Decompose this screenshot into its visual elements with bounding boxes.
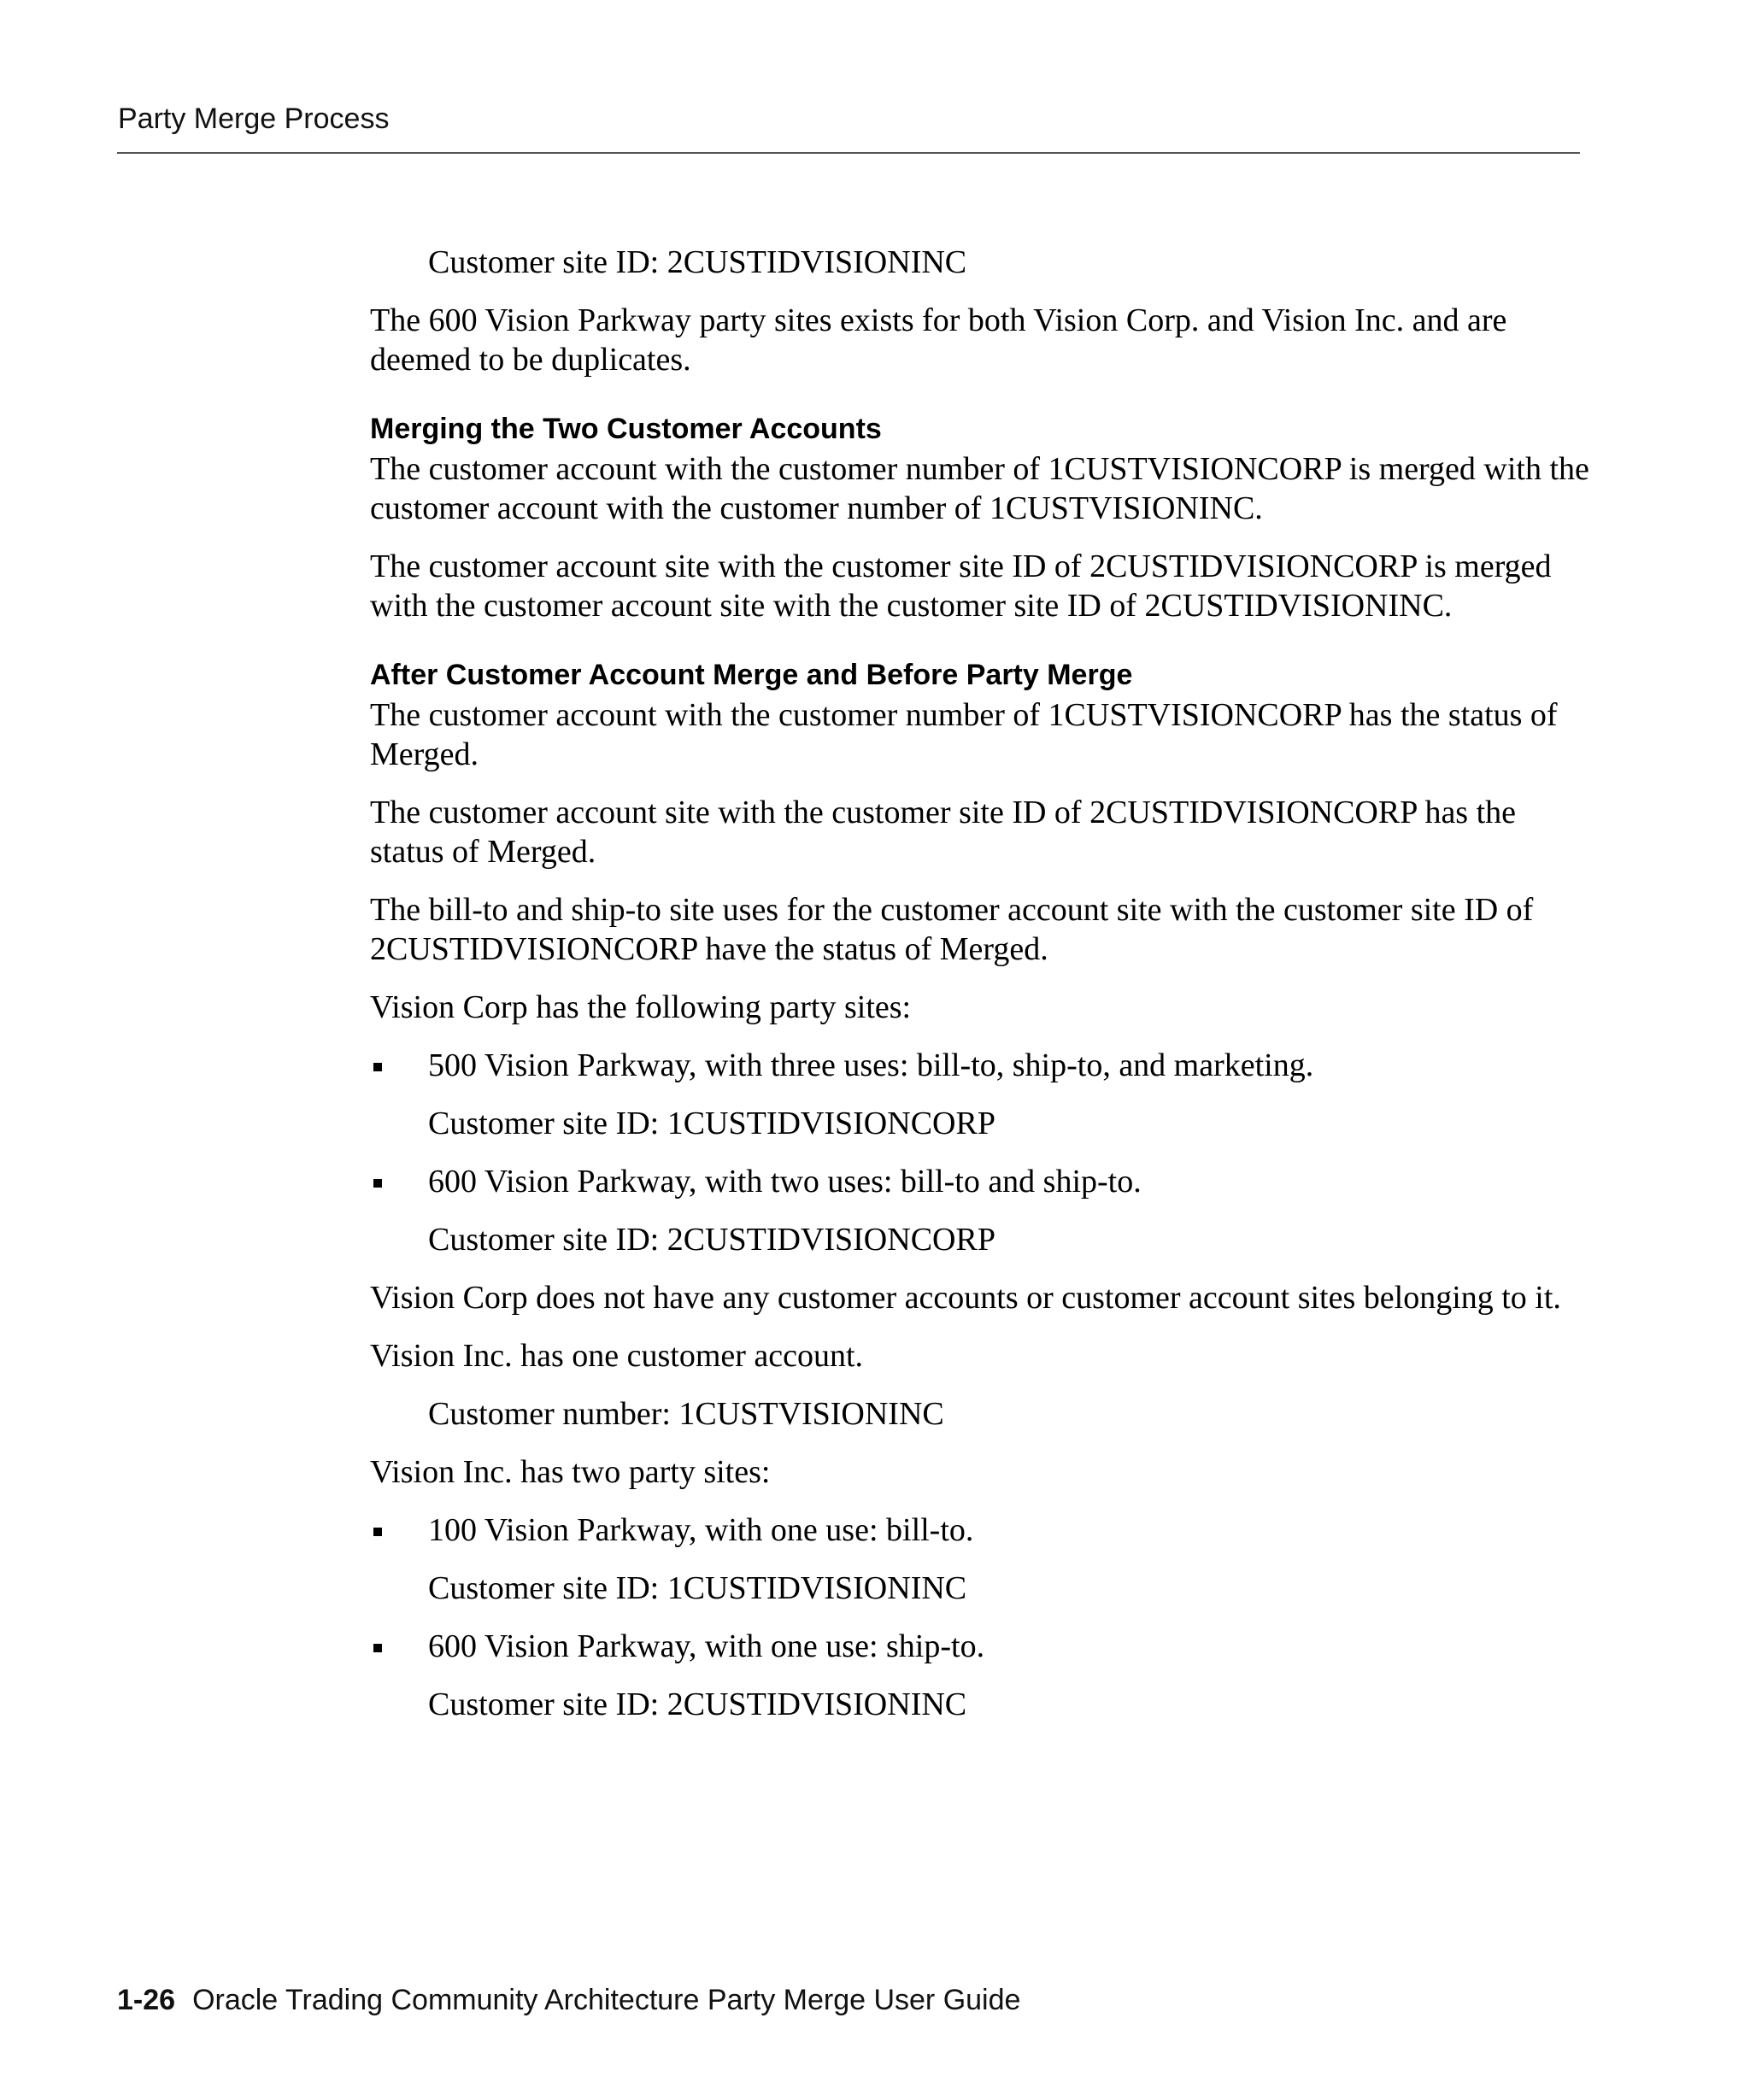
paragraph: Vision Corp does not have any customer accounts or customer account sites belonging to it.: [370, 1280, 1561, 1316]
paragraph: Vision Inc. has one customer account.: [370, 1338, 864, 1374]
header-divider: [117, 152, 1580, 154]
book-title: Oracle Trading Community Architecture Party Merge User Guide: [192, 1984, 1021, 2016]
paragraph: The customer account with the customer number of 1CUSTVISIONCORP has the status of Merged.: [370, 697, 1558, 772]
list-item-text: 500 Vision Parkway, with three uses: bill-to, ship-to, and marketing.: [428, 1047, 1314, 1083]
section-heading: Merging the Two Customer Accounts: [370, 413, 882, 445]
paragraph: The 600 Vision Parkway party sites exists for both Vision Corp. and Vision Inc. and are deemed to be duplicates.: [370, 302, 1507, 378]
paragraph: Vision Inc. has two party sites:: [370, 1454, 771, 1490]
list-item: [370, 1627, 1592, 1666]
page-number: 1-26: [117, 1984, 176, 2016]
site-id-line: Customer site ID: 1CUSTIDVISIONINC: [428, 1570, 967, 1606]
running-header: Party Merge Process: [118, 103, 390, 135]
list-item-text: 100 Vision Parkway, with one use: bill-to.: [428, 1512, 974, 1548]
list-item: [370, 1510, 1592, 1550]
customer-number-line: Customer number: 1CUSTVISIONINC: [428, 1396, 944, 1432]
bullet-icon: [373, 1179, 382, 1188]
site-id-line: Customer site ID: 1CUSTIDVISIONCORP: [428, 1106, 995, 1141]
list-item: [370, 1162, 1592, 1201]
section-heading: After Customer Account Merge and Before Party Merge: [370, 659, 1133, 691]
paragraph: The customer account site with the customer site ID of 2CUSTIDVISIONCORP has the status of Merged.: [370, 795, 1517, 870]
site-id-line: Customer site ID: 2CUSTIDVISIONINC: [428, 1686, 967, 1722]
paragraph: The bill-to and ship-to site uses for the customer account site with the customer site ID of 2CUSTIDVISIONCORP have the status of Merged.: [370, 892, 1534, 967]
paragraph: The customer account with the customer number of 1CUSTVISIONCORP is merged with the customer account with the customer number of 1CUSTVISIONINC.: [370, 451, 1589, 526]
site-id-line: Customer site ID: 2CUSTIDVISIONINC: [428, 244, 967, 280]
paragraph: The customer account site with the customer site ID of 2CUSTIDVISIONCORP is merged with the customer account site with the customer site ID of 2CUSTIDVISIONINC.: [370, 548, 1552, 624]
list-item: [370, 1046, 1592, 1085]
list-item-text: 600 Vision Parkway, with one use: ship-to.: [428, 1628, 985, 1664]
site-id-line: Customer site ID: 2CUSTIDVISIONCORP: [428, 1222, 995, 1258]
page-footer: [117, 1984, 1020, 2017]
list-item-text: 600 Vision Parkway, with two uses: bill-to and ship-to.: [428, 1164, 1142, 1200]
page-body: [370, 243, 1592, 1724]
paragraph: Vision Corp has the following party sites:: [370, 989, 912, 1025]
bullet-icon: [373, 1063, 382, 1071]
bullet-icon: [373, 1528, 382, 1536]
bullet-icon: [373, 1644, 382, 1652]
